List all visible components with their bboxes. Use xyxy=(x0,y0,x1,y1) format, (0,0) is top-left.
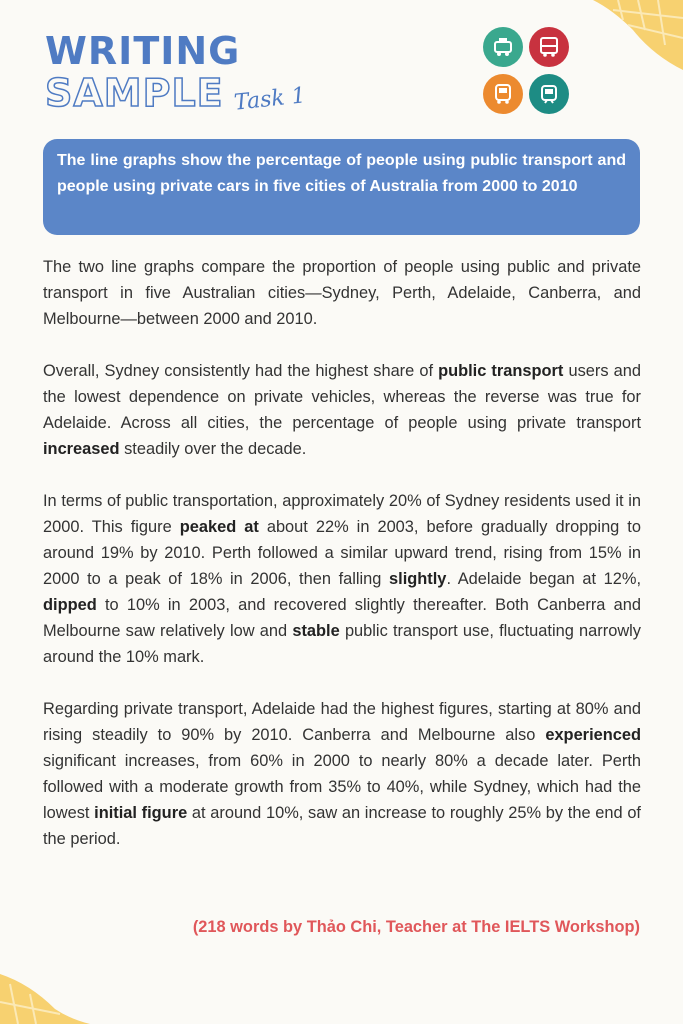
emphasized-phrase: slightly xyxy=(389,570,447,588)
corner-decoration-bottom-left xyxy=(0,964,90,1024)
transport-icons xyxy=(483,27,573,117)
text-run: public transport use, fluctuating narrowly around the 10% mark. xyxy=(43,622,641,666)
page-title xyxy=(45,30,306,114)
van-icon xyxy=(483,74,523,114)
author-signature: (218 words by Thảo Chi, Teacher at The IELTS Workshop) xyxy=(192,918,640,936)
taxi-icon xyxy=(483,27,523,67)
essay-paragraph-private-transport xyxy=(43,696,641,852)
essay-body xyxy=(43,254,641,878)
text-run: . Adelaide began at 12%, xyxy=(446,570,641,588)
essay-paragraph-intro: The two line graphs compare the proportion of people using public and private transport in five Australian cities—Sydney, Perth, Adelaide, Canberra, and Melbourne—between 2000 and 2010. xyxy=(43,258,641,328)
tram-icon xyxy=(529,74,569,114)
title-task: Task 1 xyxy=(232,83,307,116)
text-run: users and the lowest dependence on private vehicles, whereas the reverse was true for Adelaide. Across all cities, the percentage of people using private transport xyxy=(43,362,641,432)
corner-decoration-top-right xyxy=(573,0,683,70)
text-run: to 10% in 2003, and recovered slightly thereafter. Both Canberra and Melbourne saw relatively low and xyxy=(43,596,641,640)
task-prompt: The line graphs show the percentage of people using public transport and people using private cars in five cities of Australia from 2000 to 2010 xyxy=(43,139,640,235)
emphasized-phrase: stable xyxy=(292,622,340,640)
emphasized-phrase: increased xyxy=(43,440,120,458)
title-writing: WRITING xyxy=(45,29,241,73)
emphasized-phrase: experienced xyxy=(545,726,641,744)
text-run: at around 10%, saw an increase to roughly 25% by the end of the period. xyxy=(43,804,641,848)
text-run: about 22% in 2003, before gradually dropping to around 19% by 2010. Perth followed a similar upward trend, rising from 15% in 2000 to a peak of 18% in 2006, then falling xyxy=(43,518,641,588)
emphasized-phrase: peaked at xyxy=(179,518,259,536)
text-run: Overall, Sydney consistently had the highest share of xyxy=(43,362,439,380)
essay-paragraph-public-transport xyxy=(43,488,641,670)
bus-icon xyxy=(529,27,569,67)
emphasized-phrase: initial figure xyxy=(94,804,188,822)
title-sample: SAMPLE xyxy=(45,71,224,115)
emphasized-phrase: public transport xyxy=(438,362,564,380)
text-run: In terms of public transportation, approximately 20% of Sydney residents used it in 2000. This figure xyxy=(43,492,641,536)
emphasized-phrase: dipped xyxy=(43,596,97,614)
text-run: significant increases, from 60% in 2000 to nearly 80% a decade later. Perth followed with a moderate growth from 35% to 40%, while Sydney, which had the lowest xyxy=(43,752,641,822)
text-run: steadily over the decade. xyxy=(119,440,307,458)
essay-paragraph-overview xyxy=(43,358,641,462)
text-run: Regarding private transport, Adelaide had the highest figures, starting at 80% and rising steadily to 90% by 2010. Canberra and Melbourne also xyxy=(43,700,641,744)
